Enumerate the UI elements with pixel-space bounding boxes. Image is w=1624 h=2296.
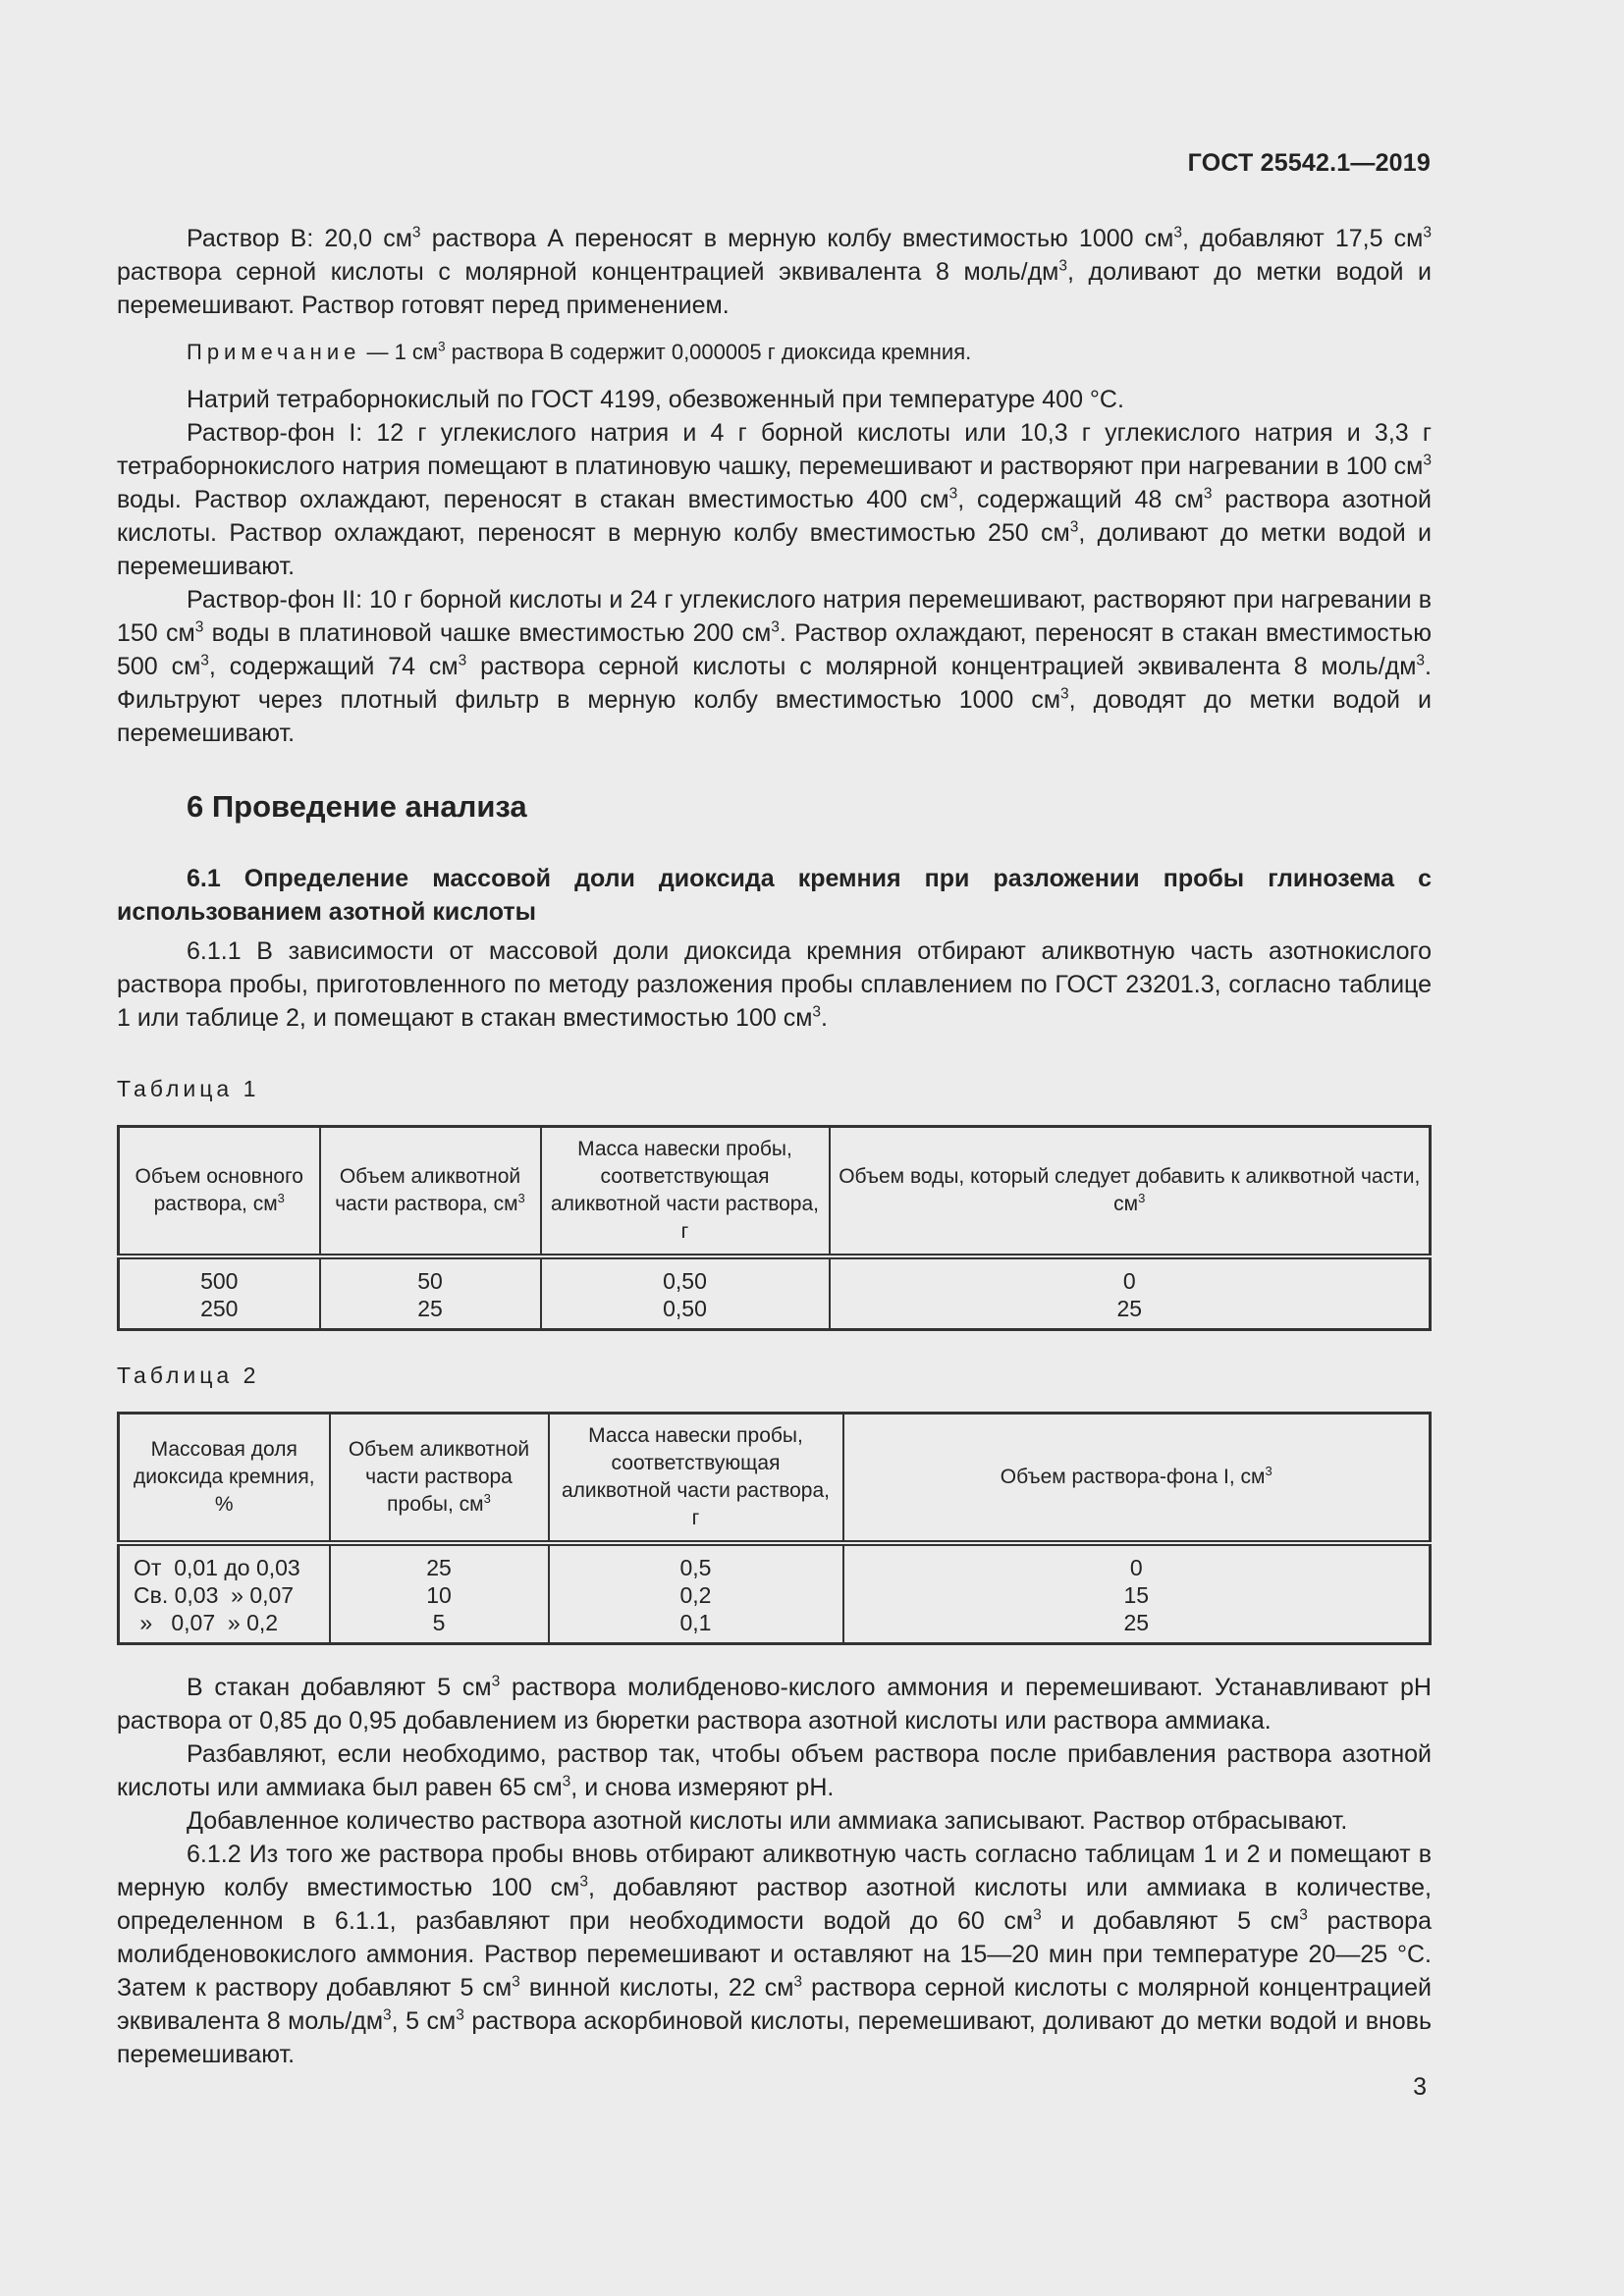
- table-cell: 50 25: [320, 1256, 541, 1330]
- table-1-caption: Таблица 1: [117, 1076, 260, 1101]
- table-2-caption: Таблица 2: [117, 1362, 260, 1388]
- table-cell: 25 10 5: [330, 1543, 549, 1644]
- table-2-header: Массовая доля диоксида кремния, %: [119, 1414, 330, 1544]
- table-cell: 0,5 0,2 0,1: [549, 1543, 843, 1644]
- page-content: [117, 222, 1432, 2071]
- table-cell: 500 250: [119, 1256, 320, 1330]
- table-cell: От 0,01 до 0,03 Св. 0,03 » 0,07 » 0,07 » 0,2: [119, 1543, 330, 1644]
- page-number: 3: [1413, 2073, 1427, 2101]
- paragraph-6-1-1: 6.1.1 В зависимости от массовой доли диоксида кремния отбирают аликвотную часть азотнокислого раствора пробы, приготовленного по методу разложения пробы сплавлением по ГОСТ 23201.3, согласно таблице 1 или таблице 2, и помещают в стакан вместимостью 100 $см^3$.: [117, 937, 1432, 1032]
- table-cell: 0 15 25: [843, 1543, 1431, 1644]
- document-header: ГОСТ 25542.1—2019: [1187, 149, 1431, 177]
- table-1: [117, 1125, 1432, 1331]
- section-heading: 6 Проведение анализа: [187, 789, 527, 824]
- table-row: [119, 1256, 1431, 1330]
- paragraph-dilute: Разбавляют, если необходимо, раствор так, чтобы объем раствора после прибавления раствора азотной кислоты или аммиака был равен 65 $см^3$, и снова измеряют рН.: [117, 1740, 1432, 1801]
- table-1-header: Объем воды, который следует добавить к аликвотной части, $см^3$: [830, 1127, 1431, 1257]
- table-2: [117, 1412, 1432, 1645]
- subsection-heading: 6.1 Определение массовой доли диоксида кремния при разложении пробы глинозема с использованием азотной кислоты: [117, 865, 1432, 926]
- table-cell: 0,50 0,50: [541, 1256, 830, 1330]
- paragraph-background-2: Раствор-фон II: 10 г борной кислоты и 24 г углекислого натрия перемешивают, растворяют при нагревании в 150 $см^3$ воды в платиновой чашке вместимостью 200 $см^3$. Раствор охлаждают, переносят в стакан вместимостью 500 $см^3$, содержащий 74 $см^3$ раствора серной кислоты с молярной концентрацией эквивалента 8 моль/$дм^3$. Фильтруют через плотный фильтр в мерную колбу вместимостью 1000 $см^3$, доводят до метки водой и перемешивают.: [117, 586, 1433, 747]
- table-2-header: Масса навески пробы, соответствующая аликвотной части раствора, г: [549, 1414, 843, 1544]
- note: Примечание — 1 $см^3$ раствора В содержит 0,000005 г диоксида кремния.: [187, 339, 972, 364]
- table-2-header: Объем раствора-фона I, $см^3$: [843, 1414, 1431, 1544]
- table-cell: 0 25: [830, 1256, 1431, 1330]
- paragraph-background-1: Раствор-фон I: 12 г углекислого натрия и 4 г борной кислоты или 10,3 г углекислого натрия и 3,3 г тетраборнокислого натрия помещают в платиновую чашку, перемешивают и растворяют при нагревании в 100 $см^3$ воды. Раствор охлаждают, переносят в стакан вместимостью 400 $см^3$, содержащий 48 $см^3$ раствора азотной кислоты. Раствор охлаждают, переносят в мерную колбу вместимостью 250 $см^3$, доливают до метки водой и перемешивают.: [117, 419, 1432, 580]
- table-1-header: Объем основного раствора, $см^3$: [119, 1127, 320, 1257]
- paragraph-solution-b: Раствор В: 20,0 $см^3$ раствора А переносят в мерную колбу вместимостью 1000 $см^3$, добавляют 17,5 $см^3$ раствора серной кислоты с молярной концентрацией эквивалента 8 моль/$дм^3$, доливают до метки водой и перемешивают. Раствор готовят перед применением.: [117, 224, 1433, 319]
- paragraph-6-1-2: 6.1.2 Из того же раствора пробы вновь отбирают аликвотную часть согласно таблицам 1 и 2 и помещают в мерную колбу вместимостью 100 $см^3$, добавляют раствор азотной кислоты или аммиака в количестве, определенном в 6.1.1, разбавляют при необходимости водой до 60 $см^3$ и добавляют 5 $см^3$ раствора молибденовокислого аммония. Раствор перемешивают и оставляют на 15—20 мин при температуре 20—25 °С. Затем к раствору добавляют 5 $см^3$ винной кислоты, 22 $см^3$ раствора серной кислоты с молярной концентрацией эквивалента 8 моль/$дм^3$, 5 $см^3$ раствора аскорбиновой кислоты, перемешивают, доливают до метки водой и вновь перемешивают.: [117, 1841, 1432, 2068]
- note-label: Примечание: [187, 340, 361, 364]
- paragraph-record: Добавленное количество раствора азотной кислоты или аммиака записывают. Раствор отбрасывают.: [187, 1807, 1348, 1835]
- table-2-header: Объем аликвотной части раствора пробы, $см^3$: [330, 1414, 549, 1544]
- table-row: [119, 1543, 1431, 1644]
- paragraph-add-molybdate: В стакан добавляют 5 $см^3$ раствора молибденово-кислого аммония и перемешивают. Устанавливают рН раствора от 0,85 до 0,95 добавлением из бюретки раствора азотной кислоты или раствора аммиака.: [117, 1673, 1432, 1735]
- table-1-header: Объем аликвотной части раствора, $см^3$: [320, 1127, 541, 1257]
- paragraph-sodium: Натрий тетраборнокислый по ГОСТ 4199, обезвоженный при температуре 400 °С.: [187, 386, 1124, 413]
- table-1-header: Масса навески пробы, соответствующая аликвотной части раствора, г: [541, 1127, 830, 1257]
